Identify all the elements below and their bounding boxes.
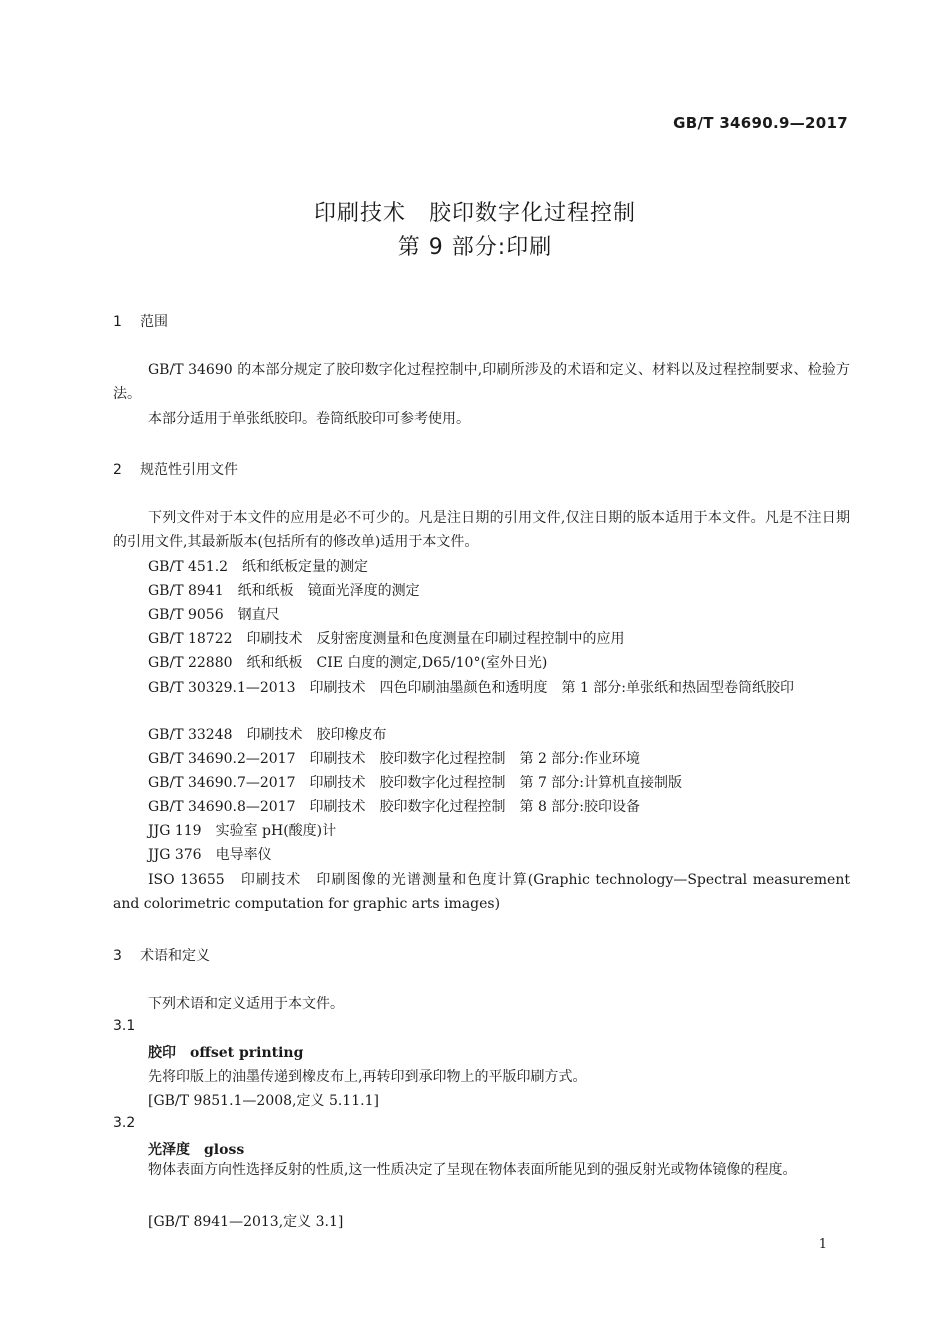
reference-item: GB/T 30329.1—2013 印刷技术 四色印刷油墨颜色和透明度 第 1 部分:单张纸和热固型卷筒纸胶印 — [148, 680, 795, 696]
section-number: 1 — [113, 314, 122, 330]
term-heading — [148, 1042, 303, 1062]
reference-item: JJG 119 实验室 pH(酸度)计 — [148, 823, 337, 839]
reference-item: GB/T 9056 钢直尺 — [148, 607, 280, 623]
term-zh: 胶印 — [148, 1045, 176, 1061]
term-number: 3.1 — [113, 1018, 136, 1034]
section-title: 规范性引用文件 — [140, 462, 238, 478]
page-number: 1 — [818, 1237, 827, 1252]
reference-item: GB/T 33248 印刷技术 胶印橡皮布 — [148, 727, 387, 743]
term-definition: 物体表面方向性选择反射的性质,这一性质决定了呈现在物体表面所能见到的强反射光或物体镜像的程度。 — [148, 1162, 797, 1178]
reference-item: GB/T 8941 纸和纸板 镜面光泽度的测定 — [148, 583, 420, 599]
reference-item: GB/T 18722 印刷技术 反射密度测量和色度测量在印刷过程控制中的应用 — [148, 631, 625, 647]
section-2-heading — [113, 459, 238, 479]
term-source: [GB/T 9851.1—2008,定义 5.11.1] — [148, 1093, 379, 1109]
term-en: offset printing — [190, 1045, 304, 1061]
section-number: 2 — [113, 462, 122, 478]
term-heading — [148, 1139, 244, 1159]
scope-paragraph-2: 本部分适用于单张纸胶印。卷筒纸胶印可参考使用。 — [148, 411, 470, 427]
term-zh: 光泽度 — [148, 1142, 190, 1158]
reference-item: GB/T 34690.2—2017 印刷技术 胶印数字化过程控制 第 2 部分:作业环境 — [148, 751, 641, 767]
section-1-heading — [113, 311, 168, 331]
references-intro: 下列文件对于本文件的应用是必不可少的。凡是注日期的引用文件,仅注日期的版本适用于本文件。凡是不注日期的引用文件,其最新版本(包括所有的修改单)适用于本文件。 — [113, 510, 850, 550]
term-definition: 先将印版上的油墨传递到橡皮布上,再转印到承印物上的平版印刷方式。 — [148, 1069, 587, 1085]
section-title: 术语和定义 — [140, 948, 210, 964]
term-en: gloss — [204, 1142, 245, 1158]
document-title-main: 印刷技术 胶印数字化过程控制 — [313, 201, 636, 226]
reference-item: GB/T 34690.7—2017 印刷技术 胶印数字化过程控制 第 7 部分:计算机直接制版 — [148, 775, 683, 791]
reference-item: JJG 376 电导率仪 — [148, 847, 272, 863]
standard-code: GB/T 34690.9—2017 — [673, 114, 848, 132]
reference-item: ISO 13655 印刷技术 印刷图像的光谱测量和色度计算(Graphic technology—Spectral measurement and colorimetric computation for graphic arts images) — [113, 872, 850, 912]
terms-intro: 下列术语和定义适用于本文件。 — [148, 996, 344, 1012]
section-title: 范围 — [140, 314, 168, 330]
term-number: 3.2 — [113, 1115, 136, 1131]
scope-paragraph-1: GB/T 34690 的本部分规定了胶印数字化过程控制中,印刷所涉及的术语和定义、材料以及过程控制要求、检验方法。 — [113, 362, 850, 402]
reference-item: GB/T 451.2 纸和纸板定量的测定 — [148, 559, 369, 575]
section-number: 3 — [113, 948, 122, 964]
document-title-part: 第 9 部分:印刷 — [397, 235, 553, 260]
term-source: [GB/T 8941—2013,定义 3.1] — [148, 1214, 344, 1230]
section-3-heading — [113, 945, 210, 965]
reference-item: GB/T 22880 纸和纸板 CIE 白度的测定,D65/10°(室外日光) — [148, 655, 548, 671]
reference-item: GB/T 34690.8—2017 印刷技术 胶印数字化过程控制 第 8 部分:胶印设备 — [148, 799, 641, 815]
